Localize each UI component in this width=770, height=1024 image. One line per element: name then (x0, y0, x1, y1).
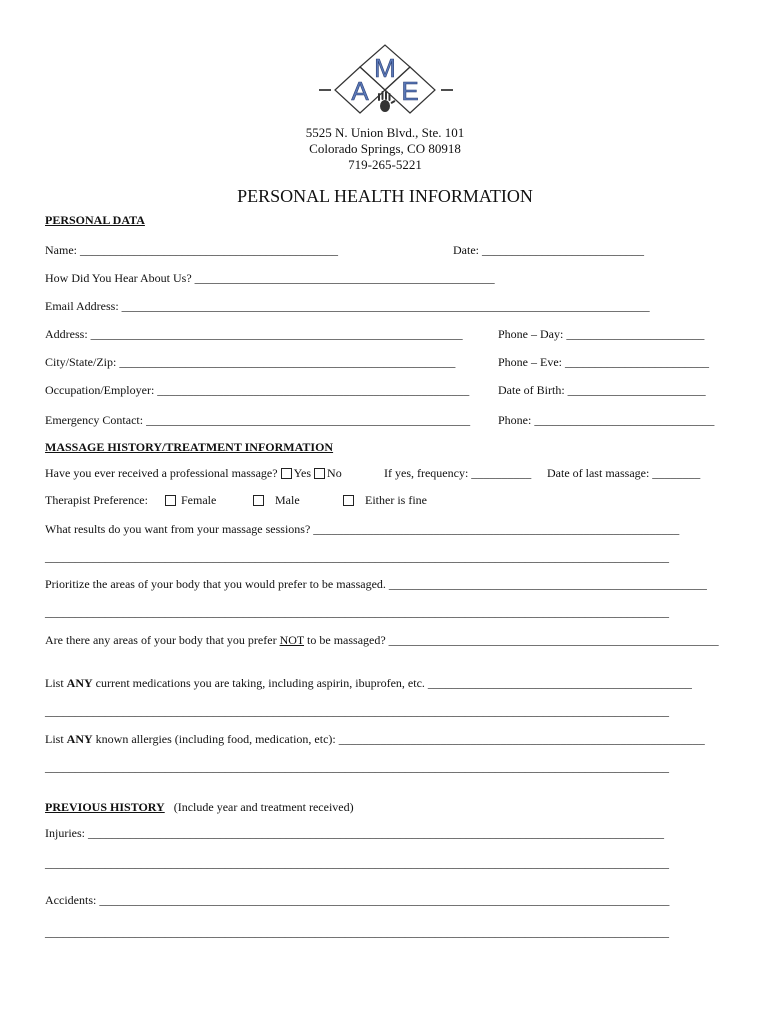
date-of-birth-field[interactable]: Date of Birth: _______________________ (498, 383, 706, 397)
phone-number: 719-265-5221 (348, 157, 422, 172)
how-did-you-hear-field[interactable]: How Did You Hear About Us? __________________________________________________ (45, 271, 495, 285)
accidents-answer-line[interactable]: ________________________________________________________________________________________________________ (45, 925, 669, 939)
male-checkbox[interactable] (253, 495, 264, 506)
female-checkbox[interactable] (165, 495, 176, 506)
medications-answer-line[interactable]: ________________________________________________________________________________________________________ (45, 704, 669, 718)
previous-history-header (45, 800, 354, 814)
phone-day-field[interactable]: Phone – Day: _______________________ (498, 327, 705, 341)
phone-eve-field[interactable]: Phone – Eve: ________________________ (498, 355, 709, 369)
svg-text:M: M (374, 53, 396, 83)
allergies-field[interactable] (45, 732, 705, 746)
emergency-contact-field[interactable]: Emergency Contact: ______________________________________________________ (45, 413, 471, 427)
address-field[interactable]: Address: ______________________________________________________________ (45, 327, 463, 341)
female-label: Female (181, 493, 217, 507)
previous-history-note: (Include year and treatment received) (173, 800, 354, 814)
address-line-1: 5525 N. Union Blvd., Ste. 101 (305, 125, 465, 140)
email-field[interactable]: Email Address: ________________________________________________________________________________________ (45, 299, 650, 313)
ame-logo (315, 43, 455, 123)
medications-suffix: current medications you are taking, including aspirin, ibuprofen, etc. ____________________________________________ (95, 676, 692, 690)
previous-history-heading: PREVIOUS HISTORY (45, 800, 165, 814)
svg-text:E: E (401, 76, 419, 106)
date-field[interactable]: Date: ___________________________ (453, 243, 644, 257)
avoid-areas-suffix: to be massaged? _______________________________________________________ (307, 633, 719, 647)
yes-checkbox[interactable] (281, 468, 292, 479)
accidents-field[interactable]: Accidents: _______________________________________________________________________________________________ (45, 893, 670, 907)
city-state-zip-field[interactable]: City/State/Zip: ________________________________________________________ (45, 355, 456, 369)
no-checkbox[interactable] (314, 468, 325, 479)
form-title: PERSONAL HEALTH INFORMATION (237, 186, 533, 206)
results-answer-line[interactable]: ________________________________________________________________________________________________________ (45, 550, 669, 564)
avoid-areas-prefix: Are there any areas of your body that you prefer (45, 633, 277, 647)
allergies-prefix: List (45, 732, 64, 746)
either-option[interactable] (343, 493, 427, 507)
yes-label: Yes (293, 466, 312, 480)
either-checkbox[interactable] (343, 495, 354, 506)
frequency-field[interactable]: If yes, frequency: __________ (384, 466, 532, 480)
svg-text:A: A (351, 76, 369, 106)
allergies-any: ANY (66, 732, 93, 746)
prioritize-areas-field[interactable]: Prioritize the areas of your body that you would prefer to be massaged. _____________________________________________________ (45, 577, 707, 591)
allergies-suffix: known allergies (including food, medication, etc): _____________________________________________________________ (95, 732, 705, 746)
injuries-answer-line[interactable]: ________________________________________________________________________________________________________ (45, 856, 669, 870)
occupation-field[interactable]: Occupation/Employer: ____________________________________________________ (45, 383, 470, 397)
medications-any: ANY (66, 676, 93, 690)
medications-field[interactable] (45, 676, 692, 690)
not-emphasis: NOT (279, 633, 305, 647)
massage-history-heading: MASSAGE HISTORY/TREATMENT INFORMATION (45, 440, 334, 454)
avoid-areas-field[interactable] (45, 633, 719, 647)
no-label: No (327, 466, 342, 480)
allergies-answer-line[interactable]: ________________________________________________________________________________________________________ (45, 760, 669, 774)
medications-prefix: List (45, 676, 64, 690)
male-option[interactable] (253, 493, 300, 507)
massage-received-question (45, 466, 342, 480)
therapist-preference-label: Therapist Preference: (45, 493, 148, 507)
address-line-2: Colorado Springs, CO 80918 (309, 141, 461, 156)
name-field[interactable]: Name: ___________________________________________ (45, 243, 338, 257)
injuries-field[interactable]: Injuries: ________________________________________________________________________________________________ (45, 826, 664, 840)
emergency-phone-field[interactable]: Phone: ______________________________ (498, 413, 715, 427)
female-option[interactable] (165, 493, 216, 507)
massage-received-label: Have you ever received a professional massage? (45, 466, 278, 480)
last-massage-date-field[interactable]: Date of last massage: ________ (547, 466, 701, 480)
prioritize-answer-line[interactable]: ________________________________________________________________________________________________________ (45, 605, 669, 619)
male-label: Male (275, 493, 300, 507)
personal-data-heading: PERSONAL DATA (45, 213, 145, 227)
either-label: Either is fine (365, 493, 427, 507)
results-question-field[interactable]: What results do you want from your massage sessions? _____________________________________________________________ (45, 522, 680, 536)
